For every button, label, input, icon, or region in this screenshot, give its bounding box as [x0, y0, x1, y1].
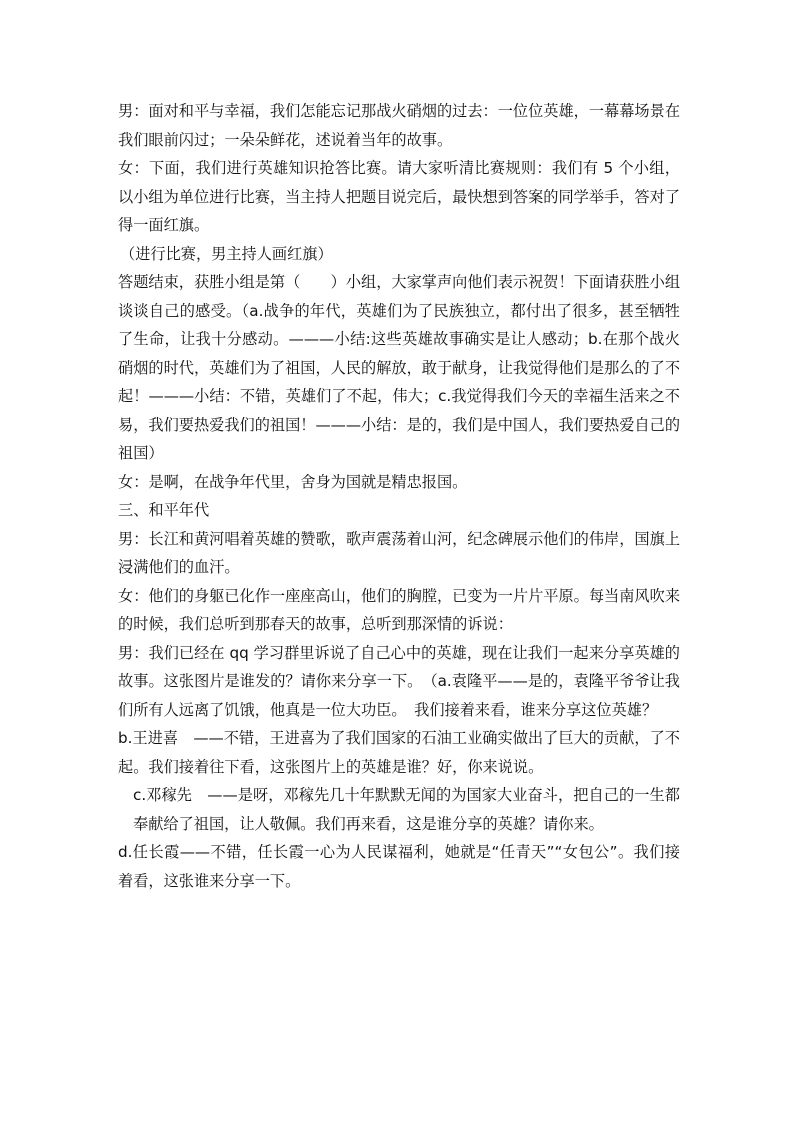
paragraph-male-intro: 男：面对和平与幸福，我们怎能忘记那战火硝烟的过去：一位位英雄，一幕幕场景在我们眼前闪过；一朵朵鲜花，述说着当年的故事。 [118, 102, 680, 149]
paragraph-female-quiz-rules: 女：下面，我们进行英雄知识抢答比赛。请大家听清比赛规则：我们有 5 个小组，以小组为单位进行比赛，当主持人把题目说完后，最快想到答案的同学举手，答对了得一面红旗。 [118, 159, 680, 234]
paragraph-female-mountains: 女：他们的身躯已化作一座座高山，他们的胸膛，已变为一片片平原。每当南风吹来的时候，我们总听到那春天的故事，总听到那深情的诉说： [118, 586, 680, 633]
paragraph-ren-changxia: d.任长霞——不错，任长霞一心为人民谋福利，她就是“任青天”“女包公”。我们接着看，这张谁来分享一下。 [118, 843, 680, 890]
paragraph-quiz-result: 答题结束，获胜小组是第（ ）小组，大家掌声向他们表示祝贺！下面请获胜小组谈谈自己的感受。（a.战争的年代，英雄们为了民族独立，都付出了很多，甚至牺牲了生命，让我十分感动。———小结:这些英雄故事确实是让人感动；b.在那个战火硝烟的时代，英雄们为了祖国，人民的解放，敢于献身，让我觉得他们是那么的了不起！———小结：不错，英雄们了不起，伟大；c.我觉得我们今天的幸福生活来之不易，我们要热爱我们的祖国！———小结：是的，我们是中国人，我们要热爱自己的祖国） [118, 273, 680, 462]
paragraph-deng-jiaxian: c.邓稼先 ——是呀，邓稼先几十年默默无闻的为国家大业奋斗，把自己的一生都奉献给了祖国，让人敬佩。我们再来看，这是谁分享的英雄？请你来。 [133, 786, 680, 833]
document-body [118, 97, 680, 895]
paragraph-male-rivers: 男：长江和黄河唱着英雄的赞歌，歌声震荡着山河，纪念碑展示他们的伟岸，国旗上浸满他们的血汗。 [118, 529, 680, 576]
paragraph-stage-direction: （进行比赛，男主持人画红旗） [120, 244, 333, 263]
paragraph-male-share-heroes: 男：我们已经在 qq 学习群里诉说了自己心中的英雄，现在让我们一起来分享英雄的故事。这张图片是谁发的？请你来分享一下。 （a.袁隆平——是的，袁隆平爷爷让我们所有人远离了饥饿，他真是一位大功臣。 我们接着来看，谁来分享这位英雄？ [118, 643, 680, 719]
paragraph-female-response: 女：是啊，在战争年代里，舍身为国就是精忠报国。 [118, 472, 468, 491]
section-heading-peace-era: 三、和平年代 [118, 501, 210, 519]
paragraph-wang-jinxi: b.王进喜 ——不错，王进喜为了我们国家的石油工业确实做出了巨大的贡献，了不起。我们接着往下看，这张图片上的英雄是谁？好，你来说说。 [118, 729, 680, 776]
